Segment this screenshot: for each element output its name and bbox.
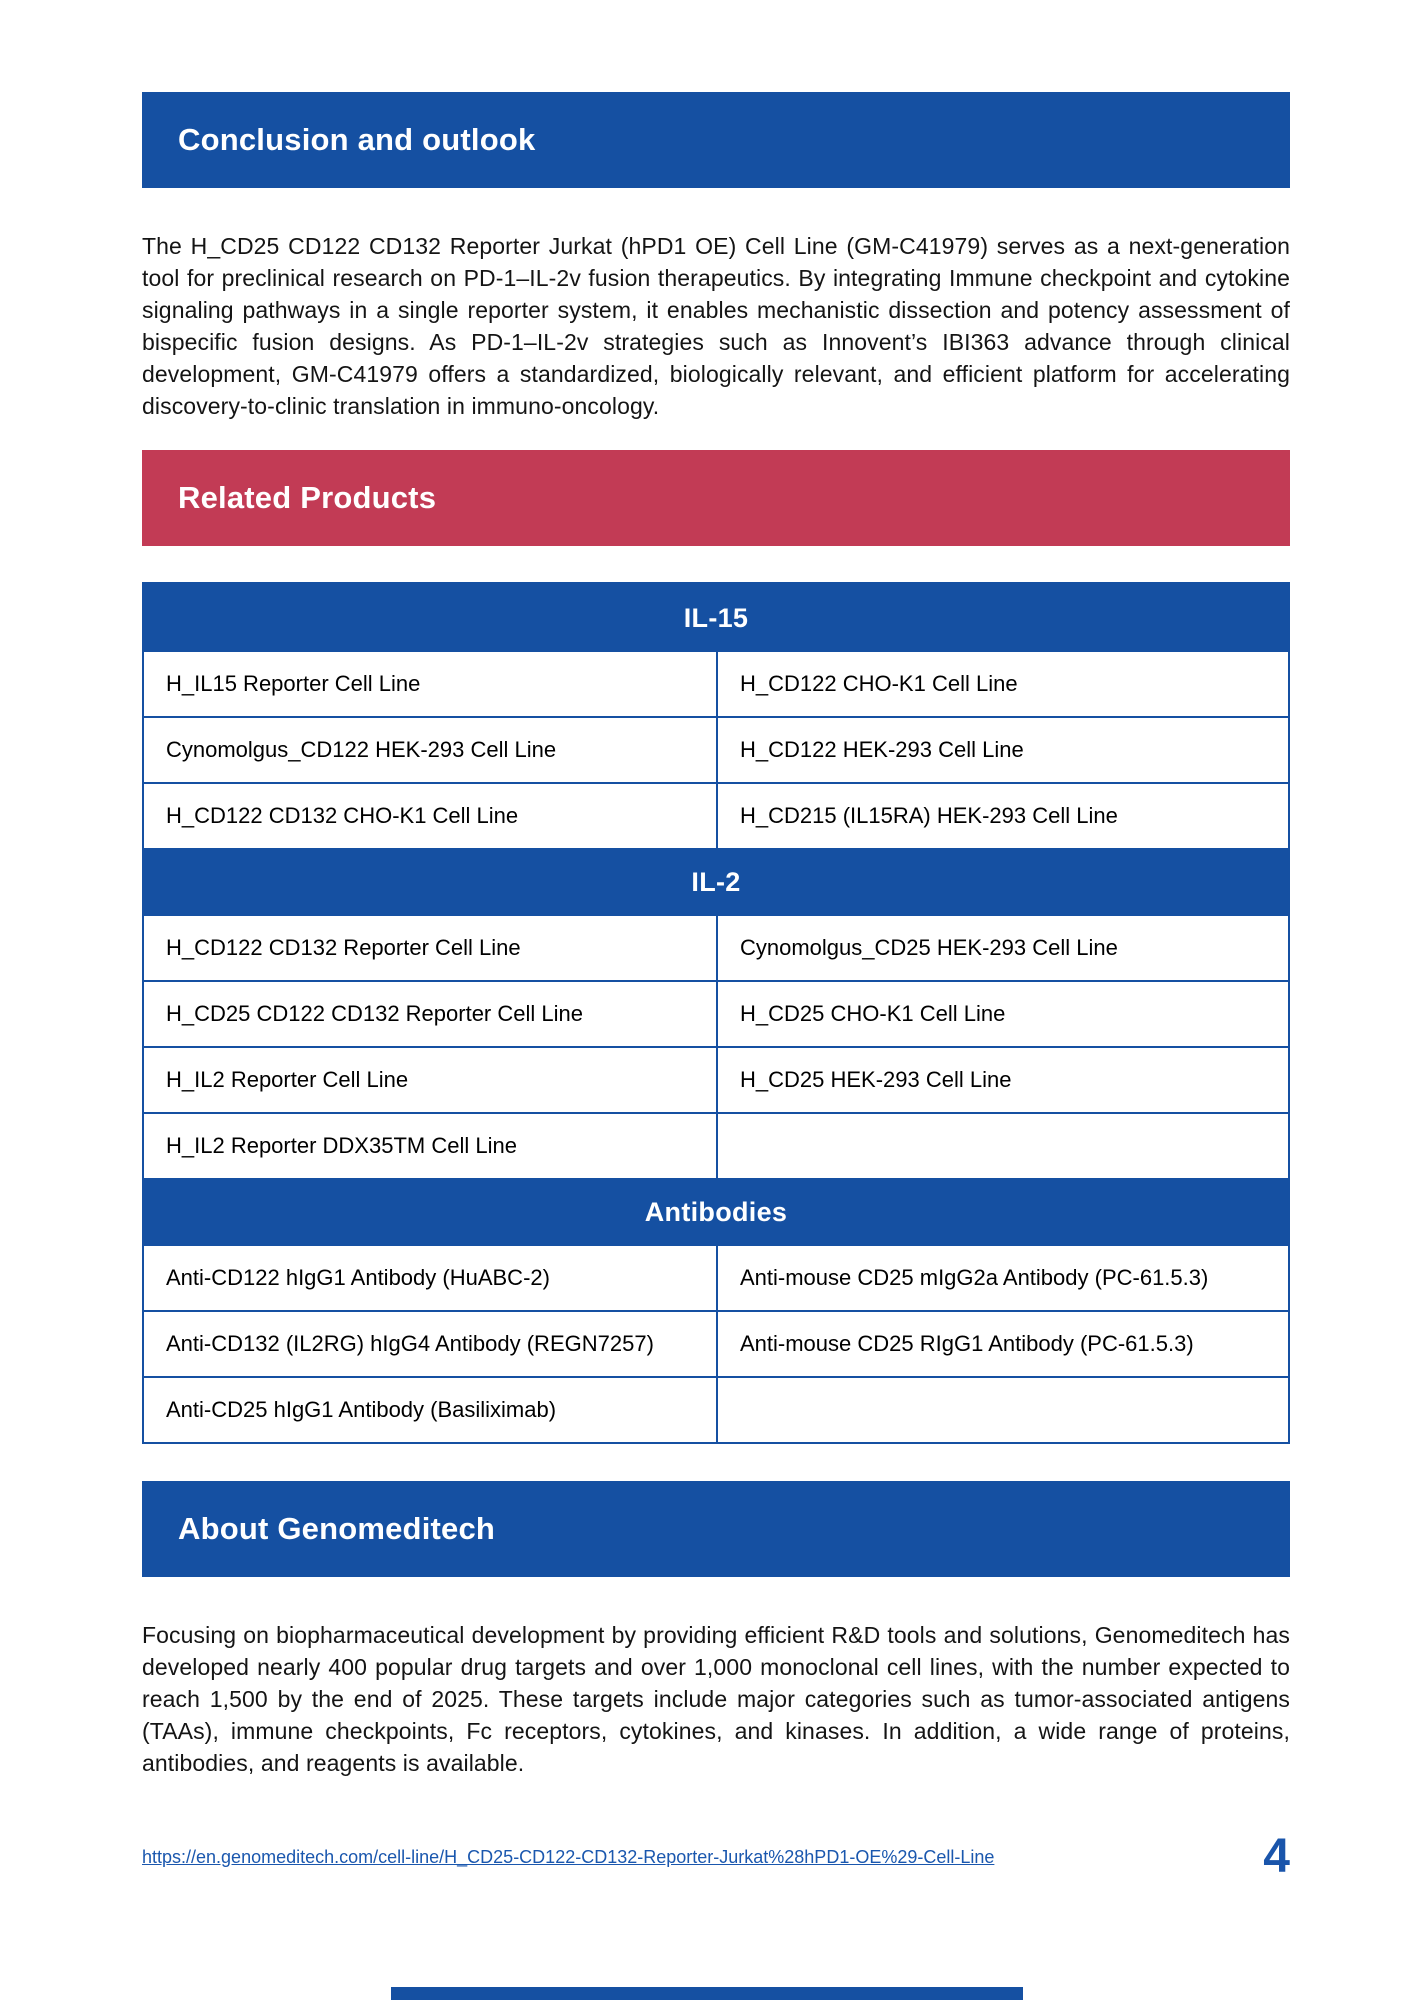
- table-cell: [716, 1378, 1288, 1442]
- table-cell: H_CD122 CD132 CHO-K1 Cell Line: [166, 803, 519, 828]
- table-cell: Anti-mouse CD25 RIgG1 Antibody (PC-61.5.3): [716, 1312, 1288, 1376]
- conclusion-paragraph: The H_CD25 CD122 CD132 Reporter Jurkat (hPD1 OE) Cell Line (GM-C41979) serves as a next-generation tool for preclinical research on PD-1–IL-2v fusion therapeutics. By integrating Immune checkpoint and cytokine signaling pathways in a single reporter system, it enables mechanistic dissection and potency assessment of bispecific fusion designs. As PD-1–IL-2v strategies such as Innovent’s IBI363 advance through clinical development, GM-C41979 offers a standardized, biologically relevant, and efficient platform for accelerating discovery-to-clinic translation in immuno-oncology.: [142, 233, 1290, 419]
- table-cell: H_CD122 CD132 Reporter Cell Line: [166, 935, 521, 960]
- conclusion-section-banner: [142, 92, 1290, 188]
- page-footer: [142, 1830, 1290, 1883]
- table-group-header-il2: IL-2: [144, 848, 1288, 916]
- table-cell: H_CD25 CD122 CD132 Reporter Cell Line: [166, 1001, 583, 1026]
- about-section-banner: [142, 1481, 1290, 1577]
- table-cell: Anti-CD122 hIgG1 Antibody (HuABC-2): [166, 1265, 550, 1290]
- table-cell: H_CD122 HEK-293 Cell Line: [716, 718, 1288, 782]
- table-row: [144, 716, 1288, 782]
- table-cell: Anti-mouse CD25 mIgG2a Antibody (PC-61.5.3): [716, 1246, 1288, 1310]
- table-row: [144, 782, 1288, 848]
- table-cell: H_IL15 Reporter Cell Line: [166, 671, 421, 696]
- table-row: [144, 1376, 1288, 1442]
- table-cell: H_CD25 CHO-K1 Cell Line: [716, 982, 1288, 1046]
- table-row: [144, 652, 1288, 716]
- table-cell: H_CD122 CHO-K1 Cell Line: [716, 652, 1288, 716]
- table-cell: H_CD25 HEK-293 Cell Line: [716, 1048, 1288, 1112]
- table-cell: H_IL2 Reporter DDX35TM Cell Line: [166, 1133, 517, 1158]
- table-row: [144, 1112, 1288, 1178]
- about-section-title: About Genomeditech: [178, 1511, 496, 1546]
- footer-url-link[interactable]: https://en.genomeditech.com/cell-line/H_CD25-CD122-CD132-Reporter-Jurkat%28hPD1-OE%29-Cell-Line: [142, 1846, 995, 1867]
- bottom-accent-bar: [391, 1987, 1023, 2000]
- table-cell: Cynomolgus_CD122 HEK-293 Cell Line: [166, 737, 557, 762]
- table-row: [144, 1246, 1288, 1310]
- related-products-table: [142, 582, 1290, 1444]
- table-cell: Anti-CD25 hIgG1 Antibody (Basiliximab): [166, 1397, 557, 1422]
- table-row: [144, 1310, 1288, 1376]
- table-cell: [716, 1114, 1288, 1178]
- conclusion-section-title: Conclusion and outlook: [178, 122, 536, 157]
- about-paragraph: Focusing on biopharmaceutical development by providing efficient R&D tools and solutions, Genomeditech has developed nearly 400 popular drug targets and over 1,000 monoclonal cell lines, with the number expected to reach 1,500 by the end of 2025. These targets include major categories such as tumor-associated antigens (TAAs), immune checkpoints, Fc receptors, cytokines, and kinases. In addition, a wide range of proteins, antibodies, and reagents is available.: [142, 1622, 1290, 1776]
- table-cell: H_CD215 (IL15RA) HEK-293 Cell Line: [716, 784, 1288, 848]
- table-row: [144, 980, 1288, 1046]
- table-group-header-antibodies: Antibodies: [144, 1178, 1288, 1246]
- related-products-section-banner: [142, 450, 1290, 546]
- table-row: [144, 1046, 1288, 1112]
- related-products-section-title: Related Products: [178, 480, 437, 515]
- table-cell: Anti-CD132 (IL2RG) hIgG4 Antibody (REGN7257): [166, 1331, 654, 1356]
- table-cell: H_IL2 Reporter Cell Line: [166, 1067, 409, 1092]
- page-number: 4: [1263, 1830, 1290, 1883]
- table-cell: Cynomolgus_CD25 HEK-293 Cell Line: [716, 916, 1288, 980]
- table-group-header-il15: IL-15: [144, 584, 1288, 652]
- table-row: [144, 916, 1288, 980]
